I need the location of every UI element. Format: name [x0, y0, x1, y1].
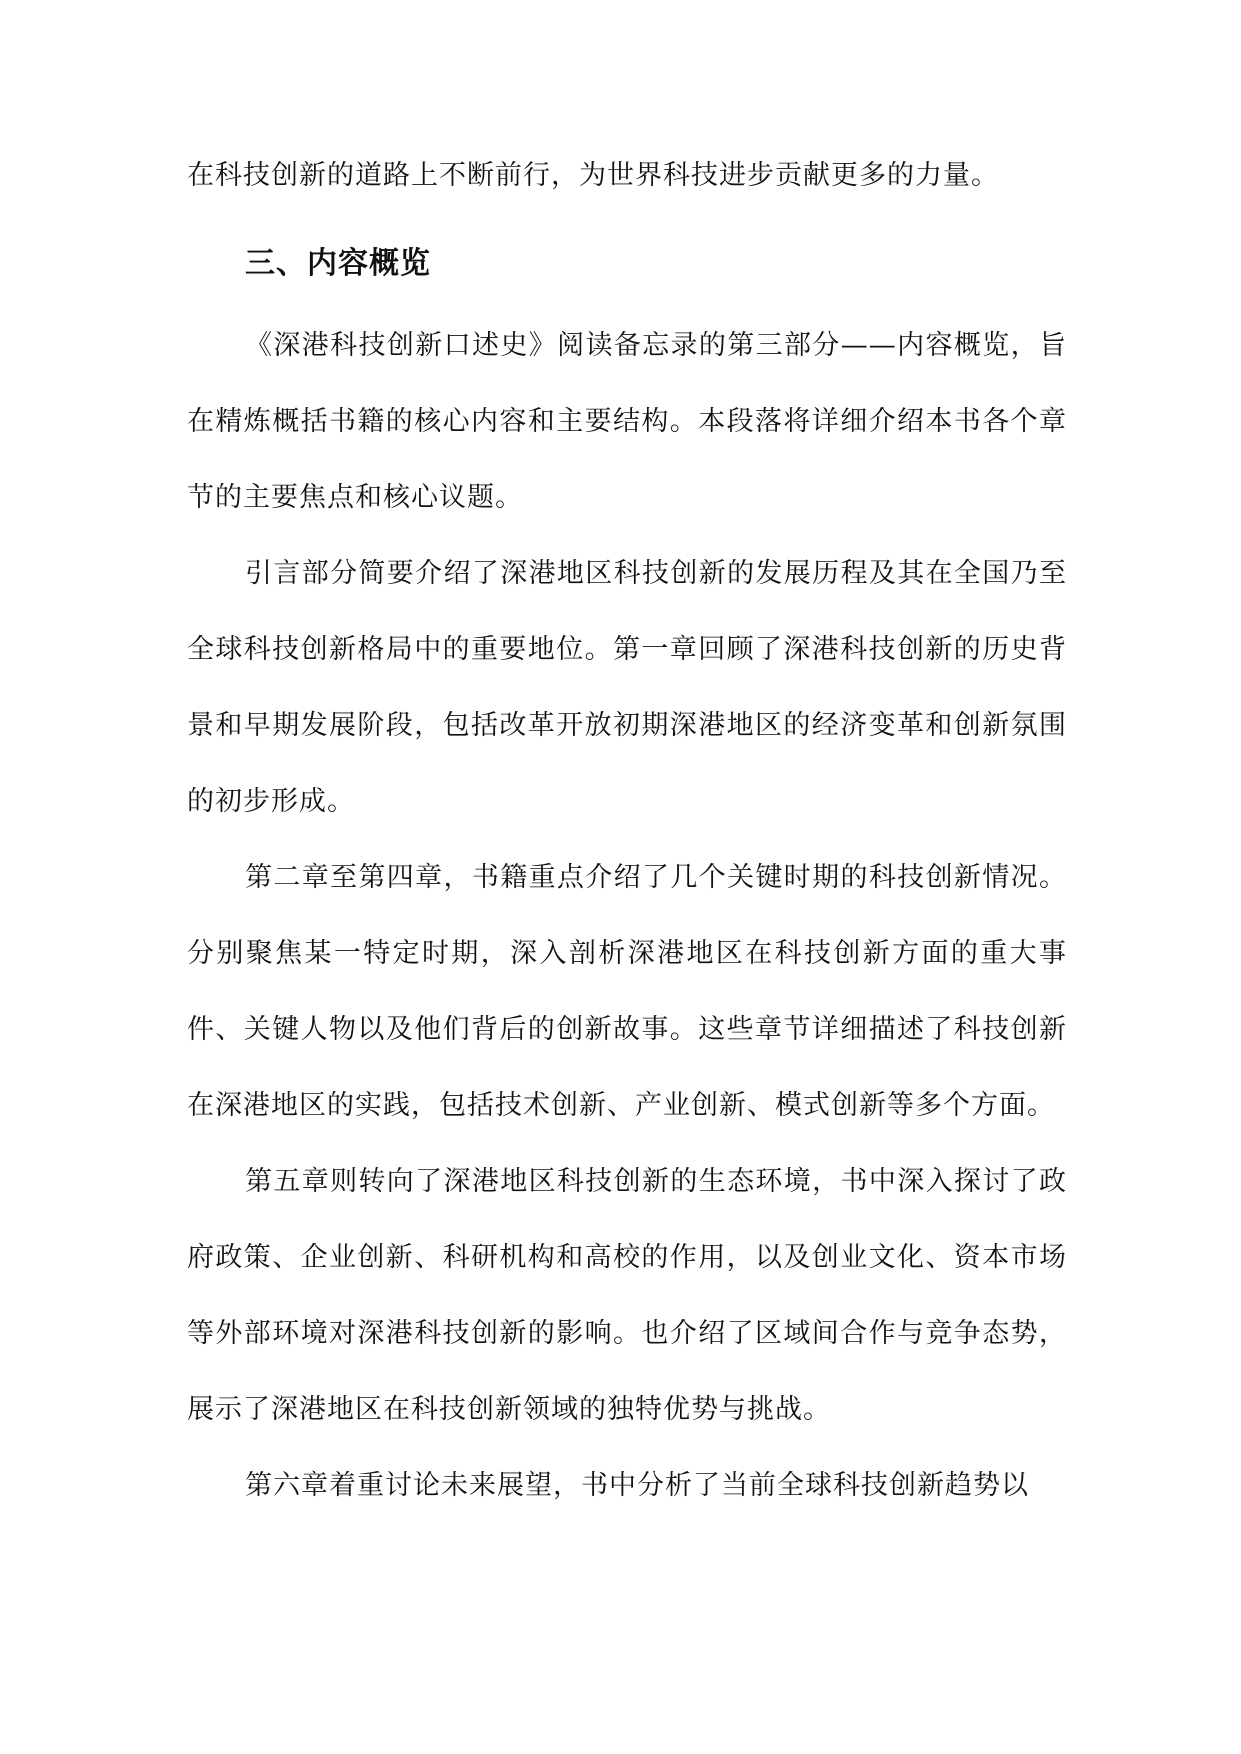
paragraph-introduction-chapter-one: 引言部分简要介绍了深港地区科技创新的发展历程及其在全国乃至全球科技创新格局中的重要地位。第一章回顾了深港科技创新的历史背景和早期发展阶段，包括改革开放初期深港地区的经济变革和创新氛围的初步形成。	[187, 558, 1067, 817]
paragraph-chapters-two-to-four: 第二章至第四章，书籍重点介绍了几个关键时期的科技创新情况。分别聚焦某一特定时期，深入剖析深港地区在科技创新方面的重大事件、关键人物以及他们背后的创新故事。这些章节详细描述了科技创新在深港地区的实践，包括技术创新、产业创新、模式创新等多个方面。	[187, 862, 1067, 1121]
paragraph-chapter-six: 第六章着重讨论未来展望，书中分析了当前全球科技创新趋势以	[245, 1470, 1029, 1501]
document-body	[187, 138, 1067, 1524]
continuation-paragraph: 在科技创新的道路上不断前行，为世界科技进步贡献更多的力量。	[187, 160, 999, 191]
paragraph-chapter-five: 第五章则转向了深港地区科技创新的生态环境，书中深入探讨了政府政策、企业创新、科研机构和高校的作用，以及创业文化、资本市场等外部环境对深港科技创新的影响。也介绍了区域间合作与竞争态势，展示了深港地区在科技创新领域的独特优势与挑战。	[187, 1166, 1067, 1425]
paragraph-overview: 《深港科技创新口述史》阅读备忘录的第三部分——内容概览，旨在精炼概括书籍的核心内容和主要结构。本段落将详细介绍本书各个章节的主要焦点和核心议题。	[187, 330, 1067, 513]
section-heading: 三、内容概览	[245, 246, 431, 281]
